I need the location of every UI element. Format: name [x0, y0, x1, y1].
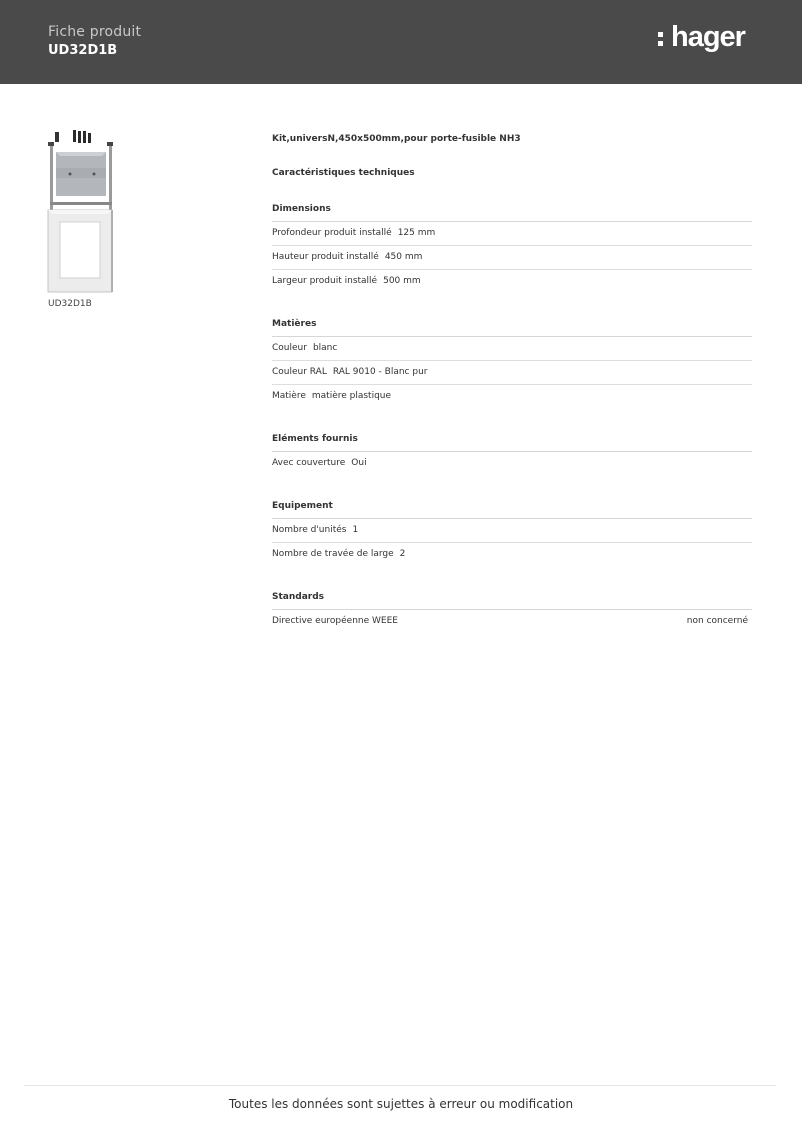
spec-value: blanc — [312, 343, 338, 353]
spec-value: 450 mm — [384, 252, 423, 262]
spec-row — [272, 246, 752, 270]
spec-row — [272, 610, 752, 633]
footer-disclaimer: Toutes les données sont sujettes à erreur ou modification — [228, 1097, 574, 1111]
spec-section-title: Matières — [272, 319, 752, 337]
characteristics-list — [272, 204, 752, 633]
spec-row — [272, 222, 752, 246]
spec-value: Oui — [351, 458, 367, 468]
logo-text: hager — [671, 21, 745, 53]
spec-section-title: Dimensions — [272, 204, 752, 222]
spec-section-title: Eléments fournis — [272, 434, 752, 452]
spec-value: matière plastique — [311, 391, 392, 401]
spec-label: Couleur — [272, 343, 307, 353]
spec-label: Avec couverture — [272, 458, 346, 468]
spec-row — [272, 361, 752, 385]
spec-label: Profondeur produit installé — [272, 228, 392, 238]
spec-label: Nombre d'unités — [272, 525, 347, 535]
spec-row — [272, 385, 752, 408]
spec-label: Hauteur produit installé — [272, 252, 379, 262]
spec-value: 1 — [352, 525, 359, 535]
spec-row — [272, 519, 752, 543]
logo-dot-icon — [658, 32, 663, 37]
spec-section — [272, 434, 752, 475]
spec-section-title: Standards — [272, 592, 752, 610]
spec-row — [272, 337, 752, 361]
spec-row — [272, 452, 752, 475]
spec-label: Couleur RAL — [272, 367, 327, 377]
spec-section — [272, 319, 752, 408]
footer-divider — [24, 1085, 776, 1086]
spec-section — [272, 501, 752, 566]
spec-value: non concerné — [686, 616, 748, 626]
spec-value: 2 — [399, 549, 406, 559]
spec-row — [272, 543, 752, 566]
spec-label: Directive européenne WEEE — [272, 616, 398, 626]
spec-section-title: Equipement — [272, 501, 752, 519]
spec-value: 125 mm — [397, 228, 436, 238]
product-details — [272, 130, 752, 633]
spec-value: 500 mm — [383, 276, 421, 286]
spec-label: Matière — [272, 391, 306, 401]
spec-row — [272, 270, 752, 293]
spec-value: RAL 9010 - Blanc pur — [332, 367, 428, 377]
product-photo — [42, 128, 118, 298]
spec-section — [272, 592, 752, 633]
image-caption: UD32D1B — [48, 299, 92, 309]
product-code: UD32D1B — [48, 43, 118, 58]
page-header — [0, 0, 802, 84]
logo-dot-icon — [658, 41, 663, 46]
spec-label: Largeur produit installé — [272, 276, 378, 286]
spec-section — [272, 204, 752, 293]
section-heading: Caractéristiques techniques — [272, 168, 415, 178]
product-title: Kit,universN,450x500mm,pour porte-fusible NH3 — [272, 134, 521, 144]
spec-label: Nombre de travée de large — [272, 549, 394, 559]
document-type: Fiche produit — [48, 24, 142, 40]
